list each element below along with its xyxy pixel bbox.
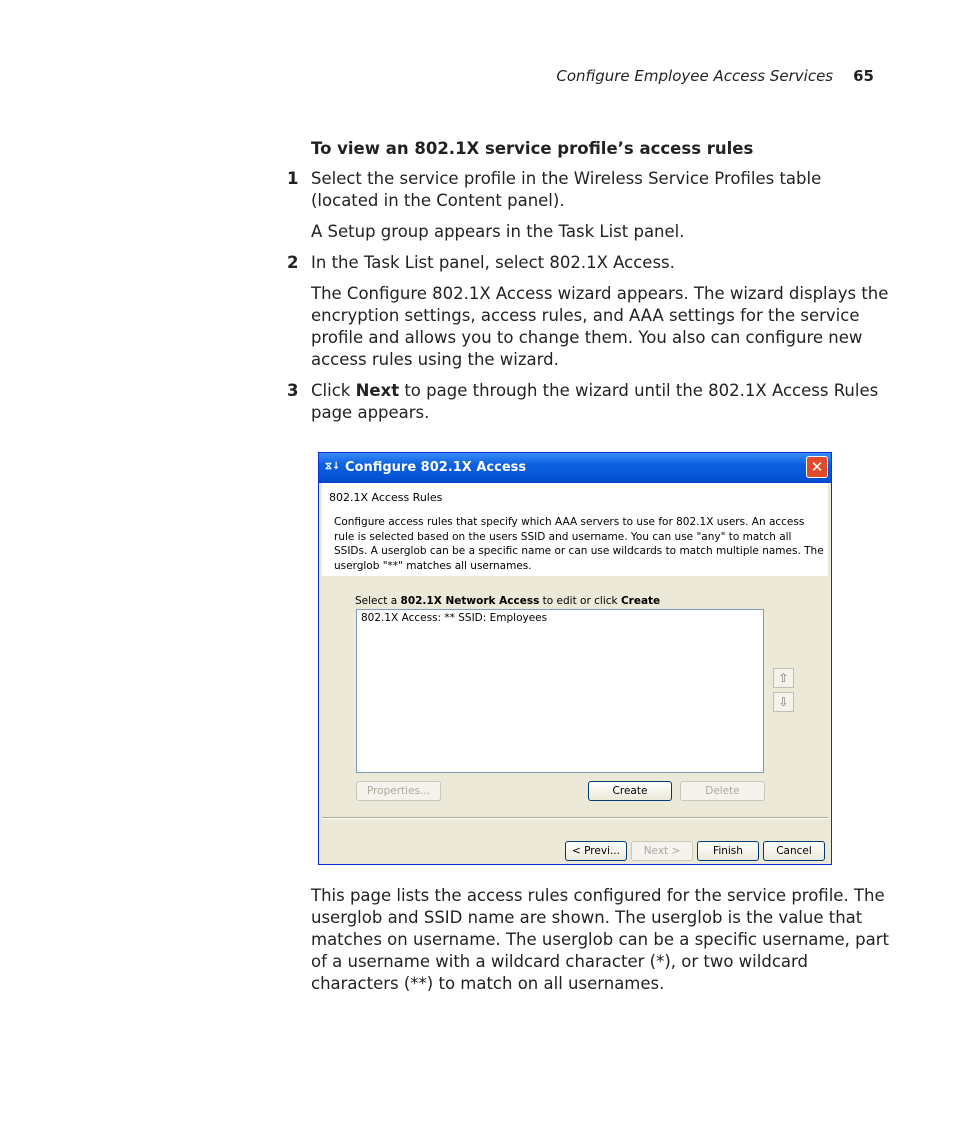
arrow-up-icon: ⇧ [778,671,789,685]
move-up-button[interactable] [773,668,794,688]
step-text: Select the service profile in the Wireless Service Profiles table (located in the Content panel). [311,169,822,210]
footer-divider-highlight [322,818,828,819]
dialog-titlebar[interactable] [319,453,831,483]
wizard-description: Configure access rules that specify which AAA servers to use for 802.1X users. An access rule is selected based on the users SSID and username. You can use "any" to match all SSIDs. A userglob can be a specific name or can use wildcards to match multiple names. The userglob "**" matches all usernames. [334,516,824,572]
summary-paragraph: This page lists the access rules configured for the service profile. The userglob and SSID name are shown. The userglob is the value that matches on username. The userglob can be a specific username, part of a username with a wildcard character (*), or two wildcard characters (**) to match on all usernames. [311,886,889,993]
cancel-button[interactable]: Cancel [763,841,825,861]
step-1 [287,168,893,212]
wizard-page-title: 802.1X Access Rules [329,491,443,504]
step-1-result: A Setup group appears in the Task List panel. [311,222,685,241]
properties-button[interactable]: Properties... [356,781,441,801]
finish-button[interactable]: Finish [697,841,759,861]
step-text-bold: Next [355,381,400,400]
app-icon: ⧖↓ [325,461,341,472]
select-instruction [355,595,660,607]
access-rules-list[interactable] [356,609,764,773]
select-bold-create: Create [620,595,661,607]
next-button[interactable]: Next > [631,841,693,861]
step-number: 1 [287,169,299,188]
wizard-header [322,483,828,576]
select-mid: to edit or click [539,595,621,607]
step-text: In the Task List panel, select 802.1X Access. [311,253,675,272]
arrow-down-icon: ⇩ [778,695,789,709]
close-icon: ✕ [810,458,824,476]
move-down-button[interactable] [773,692,794,712]
dialog-title: Configure 802.1X Access [345,460,527,475]
select-bold-network-access: 802.1X Network Access [400,595,540,607]
select-prefix: Select a [355,595,401,607]
step-2-result: The Configure 802.1X Access wizard appears. The wizard displays the encryption settings, access rules, and AAA settings for the service profile and allows you to change them. You also can configure new access rules using the wizard. [311,284,889,369]
step-2 [287,252,893,274]
running-head [556,67,874,85]
close-button[interactable] [806,456,828,478]
list-item[interactable]: 802.1X Access: ** SSID: Employees [361,612,548,624]
step-number: 2 [287,253,299,272]
instructions [287,138,893,433]
delete-button[interactable]: Delete [680,781,765,801]
step-number: 3 [287,381,299,400]
configure-8021x-dialog [318,452,832,865]
step-3 [287,380,893,424]
step-text-before: Click [311,381,356,400]
running-head-title: Configure Employee Access Services [556,67,834,85]
previous-button[interactable]: < Previ... [565,841,627,861]
page-number: 65 [853,67,874,85]
step-text-after: to page through the wizard until the 802.1X Access Rules page appears. [311,381,879,422]
procedure-heading: To view an 802.1X service profile’s access rules [311,139,754,158]
create-button[interactable]: Create [588,781,672,801]
